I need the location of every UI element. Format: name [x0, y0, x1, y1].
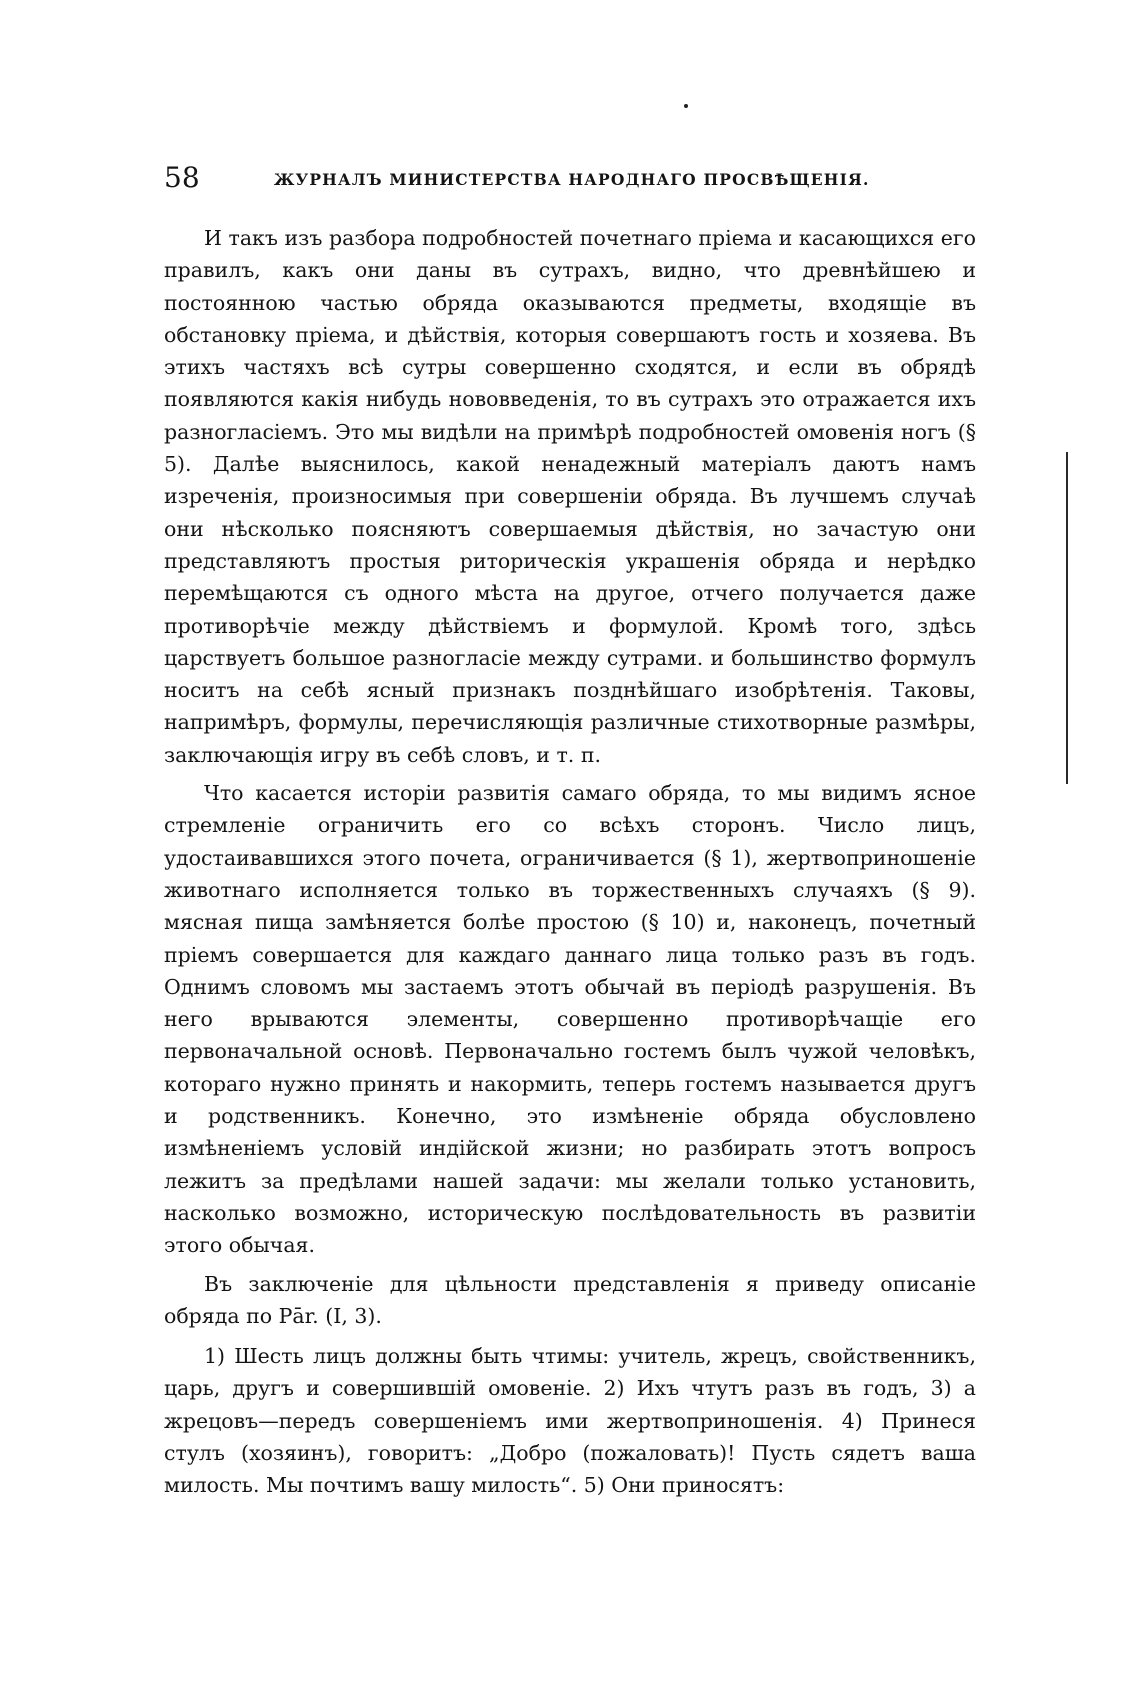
- paragraph-conclusion: Въ заключеніе для цѣльности представленія я приведу описаніе обряда по Pār. (I, 3).: [164, 1271, 976, 1328]
- page-header: [164, 160, 1014, 200]
- body-text: [164, 222, 976, 1508]
- running-title: ЖУРНАЛЪ МИНИСТЕРСТВА НАРОДНАГО ПРОСВѢЩЕНІЯ.: [274, 170, 870, 189]
- paragraph-history: Что касается исторіи развитія самаго обряда, то мы видимъ ясное стремленіе ограничить его со всѣхъ сторонъ. Число лицъ, удостаивавшихся этого почета, ограничивается (§ 1), жертвоприношеніе животнаго исполняется только въ торжественныхъ случаяхъ (§ 9). мясная пища замѣняется болѣе простою (§ 10) и, наконецъ, почетный пріемъ совершается для каждаго даннаго лица только разъ въ годъ. Однимъ словомъ мы застаемъ этотъ обычай въ періодѣ разрушенія. Въ него врываются элементы, совершенно противорѣчащіе его первоначальной основѣ. Первоначально гостемъ былъ чужой человѣкъ, котораго нужно принять и накормить, теперь гостемъ называется другъ и родственникъ. Конечно, это измѣненіе обряда обусловлено измѣненіемъ условій индійской жизни; но разбирать этотъ вопросъ лежитъ за предѣлами нашей задачи: мы желали только установить, насколько возможно, историческую послѣдовательность въ развитіи этого обычая.: [164, 781, 976, 1258]
- paragraph-summary: И такъ изъ разбора подробностей почетнаго пріема и касающихся его правилъ, какъ они даны въ сутрахъ, видно, что древнѣйшею и постоянною частью обряда оказываются предметы, входящіе въ обстановку пріема, и дѣйствія, которыя совершаютъ гость и хозяева. Въ этихъ частяхъ всѣ сутры совершенно сходятся, и если въ обрядѣ появляются какія нибудь нововведенія, то въ сутрахъ это отражается ихъ разногласіемъ. Это мы видѣли на примѣрѣ подробностей омовенія ногъ (§ 5). Далѣе выяснилось, какой ненадежный матеріалъ даютъ намъ изреченія, произносимыя при совершеніи обряда. Въ лучшемъ случаѣ они нѣсколько поясняютъ совершаемыя дѣйствія, но зачастую они представляютъ простыя риторическія украшенія обряда и нерѣдко перемѣщаются съ одного мѣста на другое, отчего получается даже противорѣчіе между дѣйствіемъ и формулой. Кромѣ того, здѣсь царствуетъ большое разногласіе между сутрами. и большинство формулъ носитъ на себѣ ясный признакъ позднѣйшаго изобрѣтенія. Таковы, напримѣръ, формулы, перечисляющія различные стихотворные размѣры, заключающія игру въ себѣ словъ, и т. п.: [164, 226, 976, 767]
- page-number: 58: [164, 161, 200, 194]
- speck-mark: [684, 104, 688, 108]
- margin-rule: [1066, 452, 1068, 784]
- paragraph-ritual-description: 1) Шесть лицъ должны быть чтимы: учитель, жрецъ, свойственникъ, царь, другъ и совершившій омовеніе. 2) Ихъ чтутъ разъ въ годъ, 3) а жрецовъ—передъ совершеніемъ ими жертвоприношенія. 4) Принеся стулъ (хозяинъ), говоритъ: „Добро (пожаловать)! Пусть сядетъ ваша милость. Мы почтимъ вашу милость“. 5) Они приносятъ:: [164, 1344, 976, 1498]
